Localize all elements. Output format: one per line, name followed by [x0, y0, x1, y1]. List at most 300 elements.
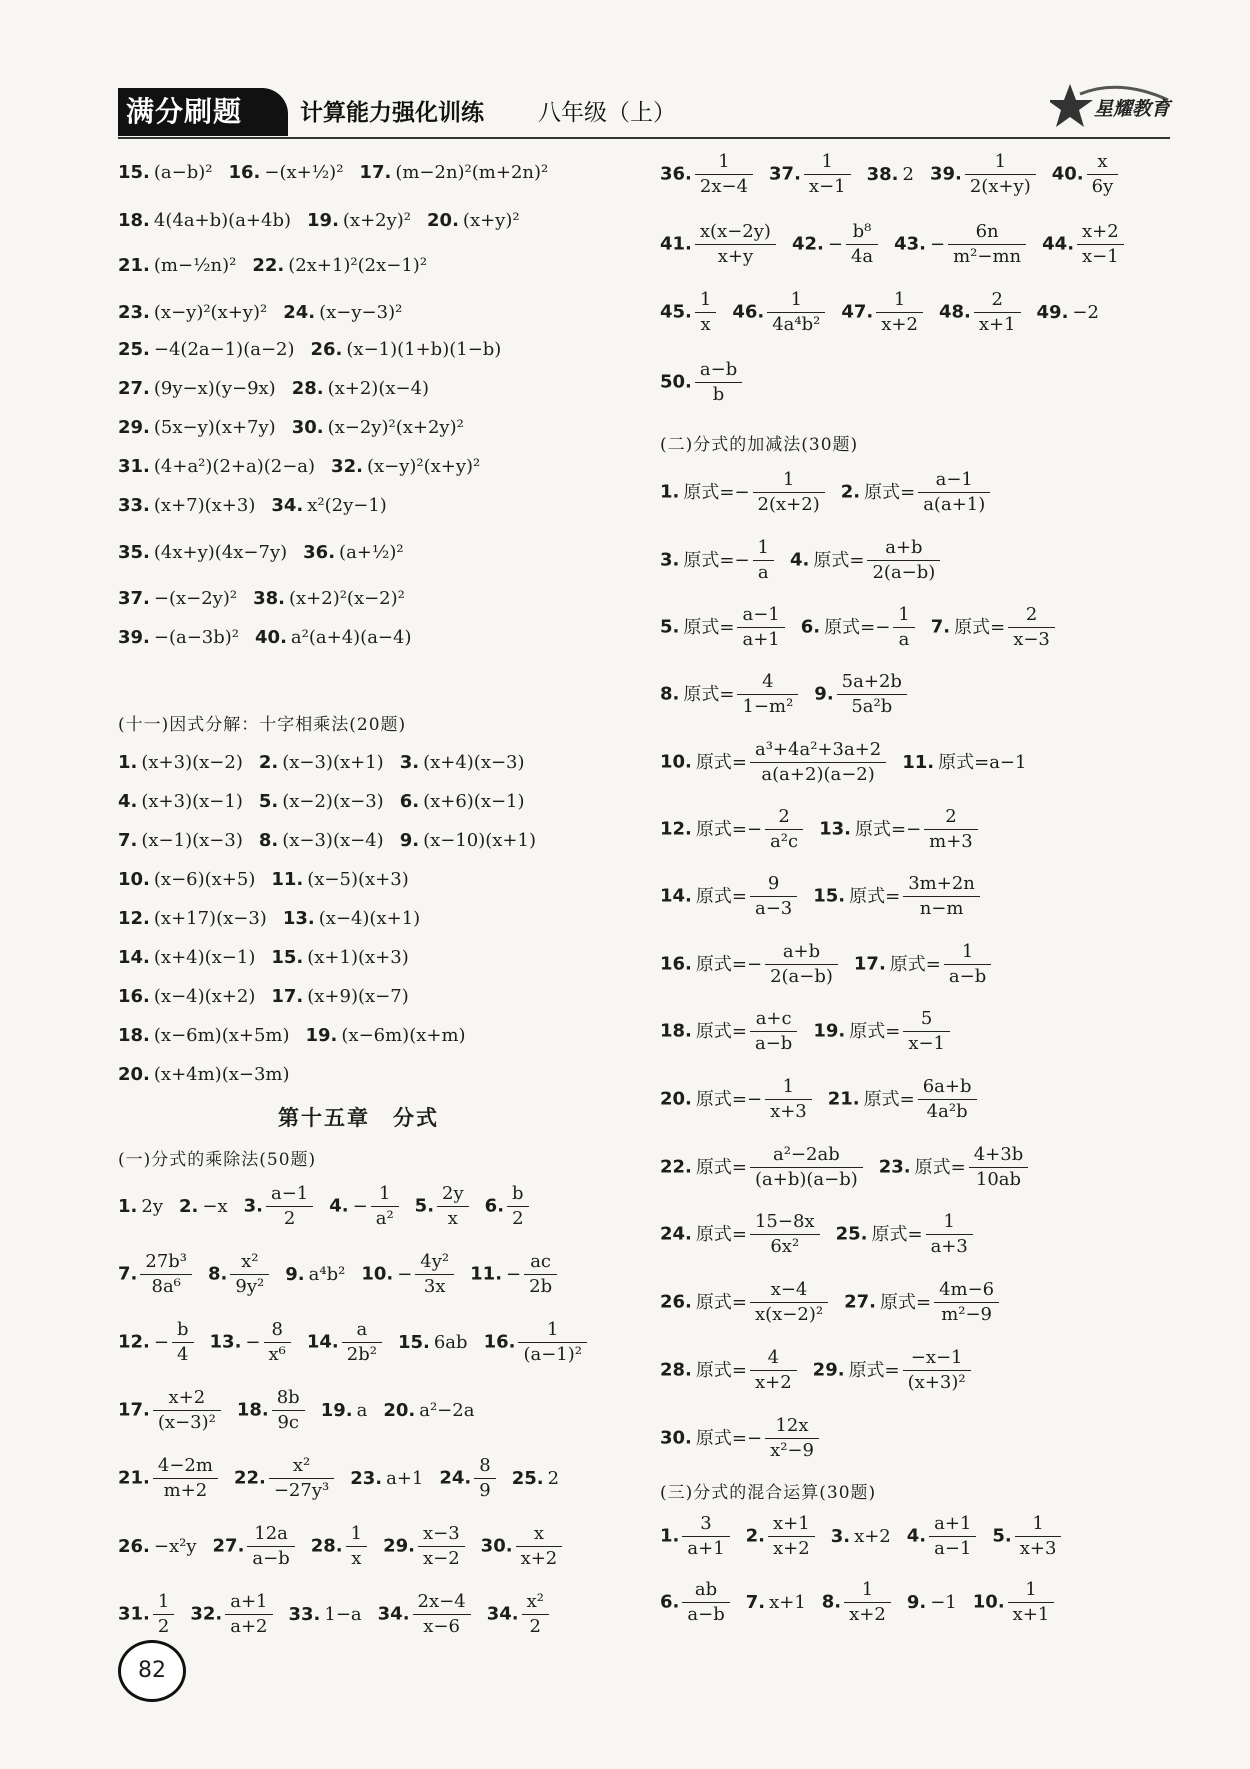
fraction [903, 872, 980, 921]
answer-number: 25. [511, 1467, 544, 1489]
answer-number: 26. [310, 339, 343, 360]
answer-value: (x+1)(x+3) [307, 947, 409, 968]
answer-value: (x−4)(x+1) [318, 908, 421, 929]
answer-number: 44. [1042, 233, 1075, 255]
answer-item [259, 830, 384, 852]
denominator: x(x−2)² [754, 1304, 824, 1325]
denominator: 2x−4 [699, 176, 749, 197]
answer-number: 18. [660, 1020, 692, 1042]
answer-prefix: 原式= [683, 616, 735, 638]
answer-number: 13. [209, 1331, 242, 1353]
answer-number: 20. [427, 210, 459, 231]
answer-item [118, 1536, 197, 1558]
answer-number: 20. [118, 1064, 150, 1085]
numerator: a−1 [266, 1182, 313, 1207]
answer-prefix: 原式=− [683, 481, 750, 503]
numerator: x² [522, 1590, 549, 1615]
answer-number: 23. [350, 1467, 383, 1489]
denominator: 10ab [975, 1169, 1022, 1190]
numerator: x+1 [768, 1512, 815, 1537]
answer-item [118, 1590, 174, 1639]
answer-number: 17. [271, 986, 304, 1007]
answer-item [237, 1386, 305, 1435]
answer-line [660, 940, 1007, 989]
denominator: x−6 [423, 1616, 460, 1637]
denominator: a−b [687, 1604, 725, 1625]
answer-prefix: − [153, 1331, 169, 1353]
denominator: 6x² [770, 1236, 800, 1257]
fraction [750, 1278, 828, 1327]
answer-number: 24. [283, 302, 316, 323]
answer-number: 26. [118, 1535, 150, 1557]
answer-item [512, 1468, 559, 1490]
answer-item [259, 752, 384, 774]
answer-number: 7. [118, 1263, 138, 1285]
numerator: ab [682, 1578, 729, 1603]
answer-number: 8. [660, 683, 680, 705]
brand-banner: 满分刷题 [118, 88, 288, 136]
answer-value: (x+2)²(x−2)² [288, 588, 405, 609]
answer-number: 30. [480, 1535, 513, 1557]
answer-number: 43. [894, 233, 927, 255]
numerator: 1 [518, 1318, 587, 1343]
answer-item [660, 1512, 730, 1561]
answer-value: a²−2a [419, 1399, 475, 1421]
fraction [804, 150, 851, 199]
answer-item [118, 210, 291, 232]
chapter-title: 第十五章 分式 [278, 1106, 439, 1130]
answer-line [660, 150, 1134, 199]
fraction [846, 220, 878, 269]
denominator: m²−9 [941, 1304, 993, 1325]
answer-item [660, 1210, 820, 1259]
answer-number: 30. [291, 417, 324, 438]
answer-item [259, 791, 384, 813]
answer-value: 2 [547, 1467, 560, 1489]
answer-line [660, 1346, 987, 1395]
denominator: a [757, 562, 769, 583]
answer-number: 20. [660, 1088, 692, 1110]
answer-number: 15. [813, 885, 846, 907]
answer-number: 32. [190, 1603, 223, 1625]
denominator: x−2 [422, 1548, 460, 1569]
answer-number: 25. [835, 1223, 868, 1245]
numerator: 2 [765, 805, 803, 830]
answer-item [118, 302, 267, 324]
answer-item [484, 1318, 587, 1367]
answer-item [844, 1278, 999, 1327]
answer-item [867, 164, 914, 186]
answer-number: 9. [814, 683, 834, 705]
answer-prefix: 原式= [954, 616, 1006, 638]
answer-item [660, 220, 776, 269]
answer-item [244, 1182, 314, 1231]
denominator: 2(x+y) [969, 176, 1031, 197]
answer-number: 10. [118, 869, 150, 890]
answer-value: (a+½)² [339, 542, 404, 563]
answer-prefix: 原式= [813, 549, 865, 571]
numerator: 1 [753, 468, 825, 493]
denominator: 9c [277, 1412, 299, 1433]
answer-item [331, 456, 480, 478]
answer-value: (x+2)(x−4) [327, 378, 430, 399]
answer-value: a⁴b² [308, 1263, 346, 1285]
answer-value: 4(4a+b)(a+4b) [153, 210, 292, 231]
answer-number: 15. [397, 1331, 430, 1353]
numerator: x+2 [153, 1386, 221, 1411]
fraction [172, 1318, 194, 1367]
fraction [903, 1346, 971, 1395]
fraction [266, 1182, 313, 1231]
answer-item [660, 738, 886, 787]
answer-item [118, 542, 287, 564]
answer-item [660, 1414, 819, 1463]
numerator: a−b [695, 358, 742, 383]
denominator: 5a²b [851, 696, 893, 717]
answer-value: −2 [1072, 301, 1099, 323]
answer-item [118, 791, 243, 813]
answer-item [790, 536, 940, 585]
fraction [768, 1512, 815, 1561]
fraction [695, 220, 776, 269]
answer-value: (x+4m)(x−3m) [153, 1064, 290, 1085]
answer-line [118, 1386, 490, 1435]
answer-number: 37. [118, 588, 150, 609]
answer-item [400, 830, 536, 852]
answer-item [1037, 302, 1099, 324]
answer-number: 6. [800, 616, 821, 638]
fraction [765, 805, 803, 854]
answer-item [271, 947, 408, 969]
answer-value: (x+4)(x−3) [423, 752, 525, 773]
fraction [750, 1346, 797, 1395]
answer-value: −x²y [153, 1535, 197, 1557]
answer-prefix: 原式= [889, 953, 941, 975]
answer-item [292, 378, 429, 400]
answer-value: (9y−x)(y−9x) [153, 378, 276, 399]
answer-number: 25. [118, 339, 150, 360]
answer-line [118, 255, 443, 277]
answer-number: 31. [118, 456, 150, 477]
denominator: a(a+1) [923, 494, 986, 515]
numerator: 1 [346, 1522, 367, 1547]
answer-item [350, 1468, 423, 1490]
answer-item [1042, 220, 1124, 269]
fraction [867, 536, 940, 585]
fraction [272, 1386, 305, 1435]
numerator: 1 [695, 288, 716, 313]
answer-item [427, 210, 520, 232]
answer-item [485, 1182, 529, 1231]
answer-value: x²(2y−1) [307, 495, 387, 516]
fraction [247, 1522, 294, 1571]
answer-number: 3. [399, 752, 420, 773]
answer-number: 46. [732, 301, 765, 323]
answer-value: 原式=a−1 [938, 751, 1027, 773]
answer-value: (x−3)(x+1) [282, 752, 384, 773]
denominator: a+3 [930, 1236, 968, 1257]
fraction [944, 940, 991, 989]
denominator: (a−1)² [523, 1344, 582, 1365]
answer-value: a+1 [386, 1467, 424, 1489]
fraction [765, 940, 838, 989]
answer-number: 5. [258, 791, 279, 812]
answer-item [841, 468, 991, 517]
answer-line [118, 162, 564, 184]
denominator: 2 [157, 1616, 170, 1637]
answer-line [660, 220, 1140, 269]
header-rule [118, 137, 1170, 139]
answer-number: 2. [745, 1525, 766, 1547]
numerator: a³+4a²+3a+2 [750, 738, 886, 763]
answer-number: 5. [414, 1195, 435, 1217]
answer-number: 29. [118, 417, 150, 438]
answer-line [118, 1025, 482, 1047]
section-cross-method: (十一)因式分解：十字相乘法(20题) [118, 715, 407, 735]
answer-number: 2. [840, 481, 861, 503]
answer-number: 14. [118, 947, 150, 968]
fraction [418, 1522, 465, 1571]
fraction [682, 1512, 729, 1561]
answer-number: 34. [271, 495, 304, 516]
fraction [225, 1590, 272, 1639]
answer-prefix: 原式=− [695, 953, 763, 975]
numerator: 1 [1015, 1512, 1062, 1537]
denominator: (x+3)² [907, 1372, 966, 1393]
answer-prefix: 原式=− [695, 1427, 763, 1449]
answer-item [939, 288, 1021, 337]
answer-number: 47. [841, 301, 874, 323]
answer-line [660, 738, 1042, 787]
answer-line [118, 752, 541, 774]
answer-value: (x−4)(x+2) [153, 986, 256, 1007]
answer-number: 5. [992, 1525, 1012, 1547]
answer-number: 26. [660, 1291, 692, 1313]
answer-line [660, 536, 956, 585]
numerator: a+c [750, 1007, 797, 1032]
answer-number: 38. [866, 163, 899, 185]
answer-value: (x+17)(x−3) [153, 908, 267, 929]
answer-value: a²(a+4)(a−4) [290, 627, 412, 648]
denominator: m+3 [929, 831, 973, 852]
answer-number: 17. [853, 953, 886, 975]
answer-item [378, 1590, 471, 1639]
numerator: 6a+b [918, 1075, 977, 1100]
answer-value: (a−b)² [153, 162, 213, 183]
denominator: 4 [177, 1344, 189, 1365]
answer-item [255, 627, 411, 649]
answer-number: 8. [258, 830, 279, 851]
numerator: 1 [844, 1578, 891, 1603]
answer-value: (x+3)(x−1) [141, 791, 243, 812]
answer-line [118, 542, 420, 564]
numerator: 5a+2b [837, 670, 907, 695]
answer-value: (x−6m)(x+5m) [153, 1025, 290, 1046]
answer-item [118, 1318, 194, 1367]
section-multiply-divide: (一)分式的乘除法(50题) [118, 1150, 317, 1170]
denominator: 9y² [235, 1276, 265, 1297]
answer-value: −4(2a−1)(a−2) [153, 339, 295, 360]
answer-number: 21. [118, 255, 150, 276]
answer-item [283, 302, 402, 324]
denominator: 3x [423, 1276, 446, 1297]
answer-item [118, 1196, 163, 1218]
answer-line [660, 1210, 989, 1259]
numerator: b [507, 1182, 529, 1207]
numerator: 1 [944, 940, 991, 965]
answer-value: (x−3)(x−4) [282, 830, 384, 851]
answer-item [118, 869, 255, 891]
denominator: x+2 [754, 1372, 792, 1393]
answer-item [285, 1264, 345, 1286]
answer-number: 6. [399, 791, 420, 812]
answer-item [931, 603, 1055, 652]
numerator: a²−2ab [750, 1143, 863, 1168]
answer-item [208, 1250, 269, 1299]
answer-number: 1. [660, 481, 680, 503]
answer-item [118, 255, 236, 277]
answer-prefix: 原式= [914, 1156, 966, 1178]
answer-line [660, 1278, 1015, 1327]
answer-prefix: 原式=− [695, 1088, 763, 1110]
fraction [1077, 220, 1124, 269]
answer-number: 10. [361, 1263, 394, 1285]
numerator: 8b [272, 1386, 305, 1411]
answer-item [907, 1592, 957, 1614]
answer-item [118, 627, 239, 649]
answer-item [321, 1400, 368, 1422]
numerator: 4m−6 [934, 1278, 999, 1303]
fraction [153, 1386, 221, 1435]
answer-number: 5. [660, 616, 680, 638]
denominator: x⁶ [268, 1344, 286, 1365]
answer-prefix: 原式= [864, 481, 916, 503]
fraction [682, 1578, 729, 1627]
answer-item [118, 830, 243, 852]
denominator: x+2 [849, 1604, 886, 1625]
answer-item [210, 1318, 291, 1367]
fraction [974, 288, 1021, 337]
answer-number: 27. [212, 1535, 245, 1557]
answer-number: 33. [288, 1603, 321, 1625]
answer-prefix: 原式= [695, 1020, 747, 1042]
answer-prefix: 原式= [863, 1088, 915, 1110]
numerator: 15−8x [750, 1210, 820, 1235]
answer-item [660, 1346, 797, 1395]
answer-number: 40. [1051, 163, 1084, 185]
fraction [918, 468, 990, 517]
answer-number: 36. [303, 542, 336, 563]
answer-prefix: 原式=− [854, 818, 922, 840]
answer-item [271, 495, 386, 517]
answer-item [329, 1182, 398, 1231]
answer-value: −(x−2y)² [153, 588, 238, 609]
answer-line [118, 1250, 573, 1299]
fraction [695, 150, 753, 199]
answer-value: (x−6m)(x+m) [341, 1025, 466, 1046]
answer-prefix: − [245, 1331, 261, 1353]
denominator: 9 [479, 1480, 491, 1501]
answer-number: 11. [470, 1263, 503, 1285]
answer-item [383, 1400, 474, 1422]
answer-prefix: 原式= [879, 1291, 932, 1313]
answer-item [801, 603, 915, 652]
answer-number: 14. [306, 1331, 339, 1353]
fraction [507, 1182, 529, 1231]
answer-number: 4. [329, 1195, 349, 1217]
numerator: 2 [974, 288, 1021, 313]
answer-number: 13. [282, 908, 315, 929]
answer-number: 32. [331, 456, 363, 477]
answer-item [769, 150, 851, 199]
answer-number: 8. [821, 1591, 842, 1613]
fraction [518, 1318, 587, 1367]
answer-item [836, 1210, 973, 1259]
answer-value: (x−1)(1+b)(1−b) [346, 339, 502, 360]
answer-item [481, 1522, 563, 1571]
answer-item [271, 869, 408, 891]
numerator: 1 [965, 150, 1036, 175]
numerator: 4−2m [153, 1454, 218, 1479]
denominator: 2(a−b) [872, 562, 936, 583]
answer-number: 29. [383, 1535, 415, 1557]
numerator: x−4 [750, 1278, 828, 1303]
answer-number: 19. [305, 1025, 338, 1046]
answer-value: (x−2)(x−3) [282, 791, 384, 812]
answer-item [973, 1578, 1055, 1627]
answer-item [660, 1578, 730, 1627]
denominator: 2b [529, 1276, 553, 1297]
answer-item [118, 1025, 290, 1047]
answer-item [813, 1346, 971, 1395]
fraction [516, 1522, 563, 1571]
answer-number: 8. [208, 1263, 228, 1285]
answer-number: 27. [118, 378, 150, 399]
numerator: a+b [765, 940, 838, 965]
answer-item [311, 339, 502, 361]
fraction [750, 1007, 797, 1056]
answer-number: 12. [118, 1331, 150, 1353]
answer-number: 15. [118, 162, 150, 183]
numerator: x [1087, 150, 1119, 175]
denominator: 2 [529, 1616, 541, 1637]
denominator: m²−mn [953, 246, 1022, 267]
answer-item [289, 1604, 362, 1626]
answer-line [660, 1414, 835, 1463]
answer-prefix: − [827, 233, 843, 255]
numerator: 9 [750, 872, 797, 897]
answer-item [234, 1454, 334, 1503]
answer-number: 22. [660, 1156, 692, 1178]
answer-number: 41. [660, 233, 692, 255]
denominator: 8a⁶ [151, 1276, 181, 1297]
answer-item [283, 908, 420, 930]
answer-item [118, 378, 276, 400]
answer-item [292, 417, 464, 439]
answer-item [118, 908, 267, 930]
answer-number: 24. [660, 1223, 692, 1245]
answer-number: 17. [359, 162, 392, 183]
denominator: x+3 [1019, 1538, 1057, 1559]
fraction [230, 1250, 269, 1299]
fraction [695, 358, 742, 407]
answer-item [660, 603, 785, 652]
answer-item [746, 1512, 815, 1561]
answer-item [841, 288, 923, 337]
numerator: x² [230, 1250, 269, 1275]
denominator: x−1 [1082, 246, 1119, 267]
answer-item [814, 670, 907, 719]
